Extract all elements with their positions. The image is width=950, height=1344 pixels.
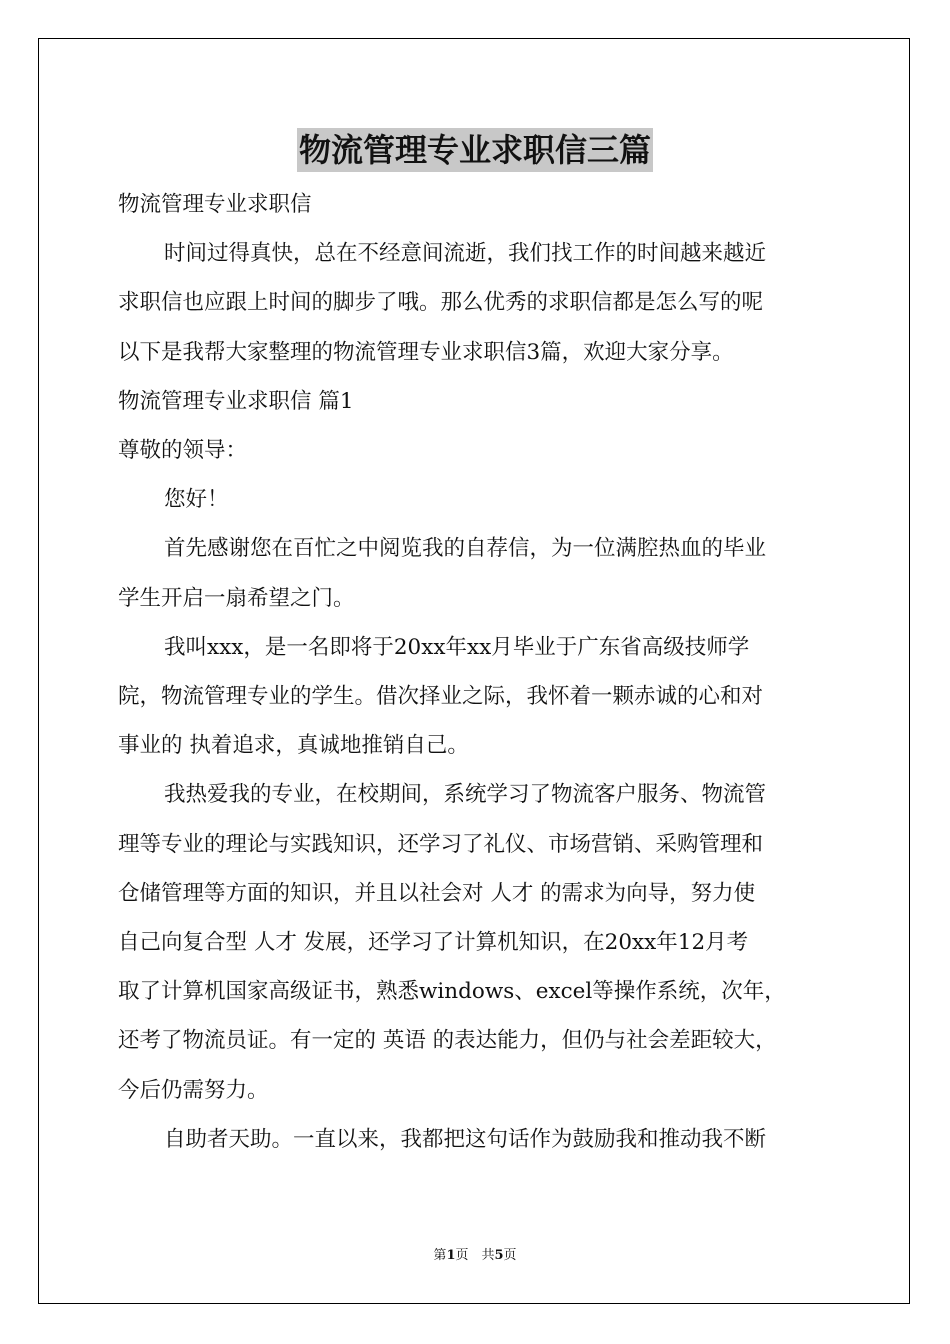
title-container — [0, 128, 950, 172]
body-line: 理等专业的理论与实践知识，还学习了礼仪、市场营销、采购管理和 — [118, 831, 764, 857]
body-line: 时间过得真快，总在不经意间流逝，我们找工作的时间越来越近 — [164, 241, 767, 267]
body-line: 我热爱我的专业，在校期间，系统学习了物流客户服务、物流管 — [164, 782, 767, 808]
body-line: 我叫xxx，是一名即将于20xx年xx月毕业于广东省高级技师学 — [164, 634, 750, 660]
body-line: 院，物流管理专业的学生。借次择业之际，我怀着一颗赤诚的心和对 — [118, 684, 764, 710]
document-body — [118, 180, 858, 1164]
footer-page-prefix: 第 — [433, 1248, 447, 1263]
footer-page-current: 1 — [446, 1248, 456, 1263]
body-line: 学生开启一扇希望之门。 — [118, 585, 355, 611]
body-line: 仓储管理等方面的知识，并且以社会对 人才 的需求为向导，努力使 — [118, 880, 756, 906]
page-footer — [0, 1247, 950, 1265]
footer-page-suffix: 页 — [503, 1248, 517, 1263]
document-title: 物流管理专业求职信三篇 — [297, 128, 653, 172]
body-line: 自助者天助。一直以来，我都把这句话作为鼓励我和推动我不断 — [164, 1126, 767, 1152]
body-line: 物流管理专业求职信 — [118, 192, 312, 217]
body-line: 事业的 执着追求，真诚地推销自己。 — [118, 733, 469, 759]
body-line: 尊敬的领导： — [118, 438, 248, 464]
body-line: 今后仍需努力。 — [118, 1077, 269, 1103]
body-line: 自己向复合型 人才 发展，还学习了计算机知识，在20xx年12月考 — [118, 930, 749, 956]
body-line: 以下是我帮大家整理的物流管理专业求职信3篇，欢迎大家分享。 — [118, 339, 734, 365]
body-line: 取了计算机国家高级证书，熟悉windows、excel等操作系统，次年， — [118, 979, 786, 1005]
body-line: 首先感谢您在百忙之中阅览我的自荐信，为一位满腔热血的毕业 — [164, 536, 767, 562]
body-line: 求职信也应跟上时间的脚步了哦。那么优秀的求职信都是怎么写的呢 — [118, 290, 764, 316]
footer-page-mid: 页 共 — [455, 1248, 495, 1263]
footer-page-total: 5 — [494, 1248, 504, 1263]
body-line: 您好！ — [164, 487, 229, 513]
body-line: 还考了物流员证。有一定的 英语 的表达能力，但仍与社会差距较大， — [118, 1028, 777, 1054]
body-line: 物流管理专业求职信 篇1 — [118, 388, 354, 414]
